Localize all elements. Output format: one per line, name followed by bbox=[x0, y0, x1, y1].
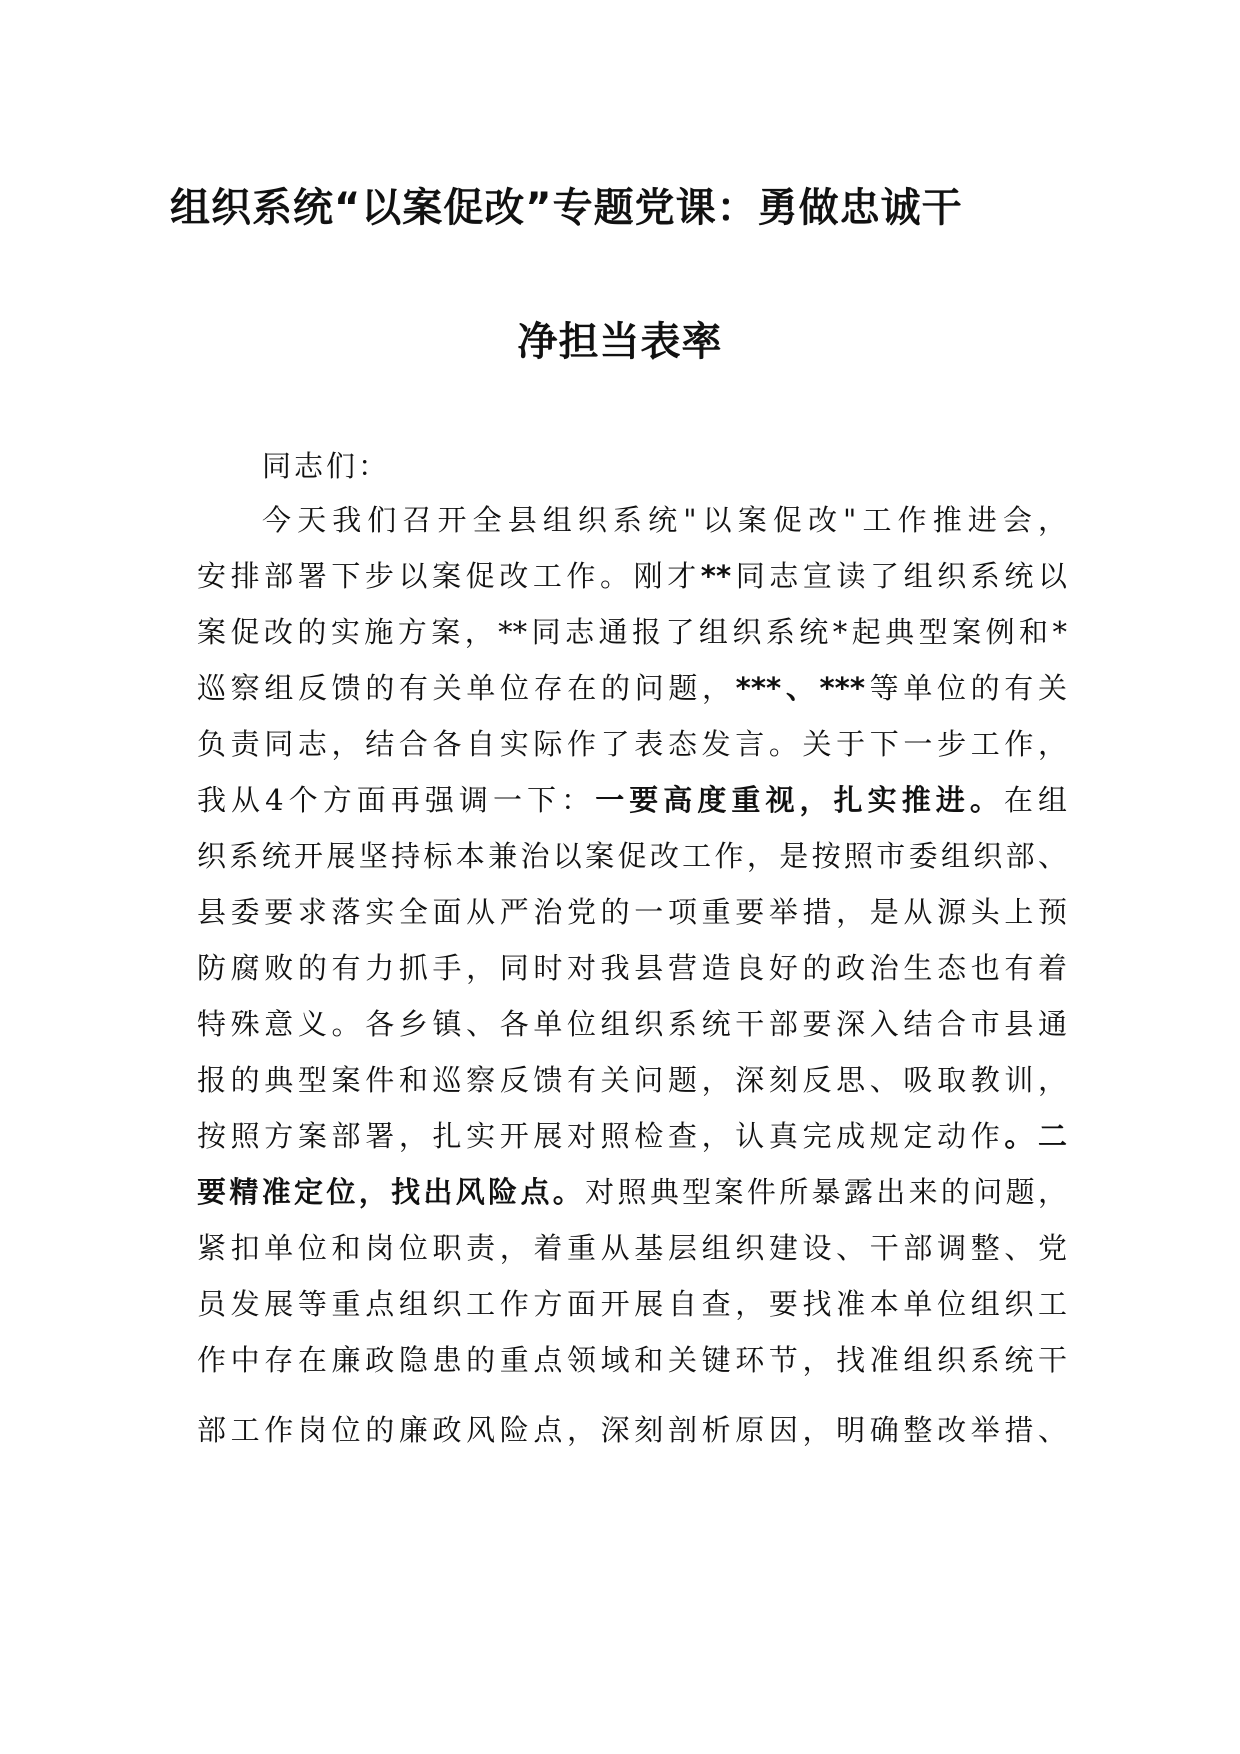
text-span: 安排部署下步以案促改工作。刚才 bbox=[197, 559, 701, 593]
text-span: 按照方案部署，扎实开展对照检查，认真完成规定动作 bbox=[197, 1119, 1005, 1153]
text-span: 对照典型案件所暴露出来的问题， bbox=[585, 1175, 1067, 1209]
text-span: 紧扣单位和岗位职责，着重从基层组织建设、干部调整、党 bbox=[197, 1231, 1067, 1265]
text-span: 防腐败的有力抓手，同时对我县营造良好的政治生态也有着 bbox=[197, 951, 1067, 985]
text-span: 等单位的有关 bbox=[864, 671, 1067, 705]
body-line-1 bbox=[262, 500, 1067, 540]
bold-text-span: ** bbox=[700, 559, 732, 593]
text-span: 在组 bbox=[1003, 783, 1067, 817]
body-line-5 bbox=[197, 724, 1067, 764]
body-line-2 bbox=[197, 556, 1067, 596]
body-line-13 bbox=[197, 1172, 1067, 1212]
body-line-16 bbox=[197, 1340, 1067, 1380]
body-line-11 bbox=[197, 1060, 1067, 1100]
body-line-8 bbox=[197, 892, 1067, 932]
body-line-12 bbox=[197, 1116, 1067, 1156]
text-span: 作中存在廉政隐患的重点领域和关键环节，找准组织系统干 bbox=[197, 1343, 1067, 1377]
document-title-line-1: 组织系统“以案促改”专题党课：勇做忠诚干 bbox=[170, 185, 963, 231]
text-span: 员发展等重点组织工作方面开展自查，要找准本单位组织工 bbox=[197, 1287, 1067, 1321]
bold-text-span: 一要高度重视，扎实推进。 bbox=[595, 783, 1004, 817]
bold-text-span: 要精准定位，找出风险点。 bbox=[197, 1175, 586, 1209]
body-line-14 bbox=[197, 1228, 1067, 1268]
body-line-17 bbox=[197, 1410, 1067, 1450]
text-span: 负责同志，结合各自实际作了表态发言。关于下一步工作， bbox=[197, 727, 1067, 761]
text-span: 织系统开展坚持标本兼治以案促改工作，是按照市委组织部、 bbox=[197, 839, 1067, 873]
greeting: 同志们： bbox=[262, 449, 391, 483]
text-span: 特殊意义。各乡镇、各单位组织系统干部要深入结合市县通 bbox=[197, 1007, 1067, 1041]
body-line-3 bbox=[197, 612, 1067, 652]
text-span: 部工作岗位的廉政风险点，深刻剖析原因，明确整改举措、 bbox=[197, 1413, 1067, 1447]
text-span: 巡察组反馈的有关单位存在的问题， bbox=[197, 671, 736, 705]
text-span: 案促改的实施方案，**同志通报了组织系统*起典型案例和* bbox=[197, 615, 1067, 649]
text-span: 今天我们召开全县组织系统"以案促改"工作推进会， bbox=[262, 503, 1067, 537]
body-line-7 bbox=[197, 836, 1067, 876]
body-line-15 bbox=[197, 1284, 1067, 1324]
body-line-9 bbox=[197, 948, 1067, 988]
body-line-4 bbox=[197, 668, 1067, 708]
text-span: 同志宣读了组织系统以 bbox=[731, 559, 1067, 593]
body-line-10 bbox=[197, 1004, 1067, 1044]
text-span: 我从4个方面再强调一下： bbox=[197, 783, 596, 817]
text-span: 县委要求落实全面从严治党的一项重要举措，是从源头上预 bbox=[197, 895, 1067, 929]
text-span: 报的典型案件和巡察反馈有关问题，深刻反思、吸取教训， bbox=[197, 1063, 1067, 1097]
document-title-line-2: 净担当表率 bbox=[517, 319, 723, 365]
bold-text-span: 。二 bbox=[1004, 1119, 1067, 1153]
bold-text-span: ***、*** bbox=[735, 671, 865, 705]
body-line-6 bbox=[197, 780, 1067, 820]
